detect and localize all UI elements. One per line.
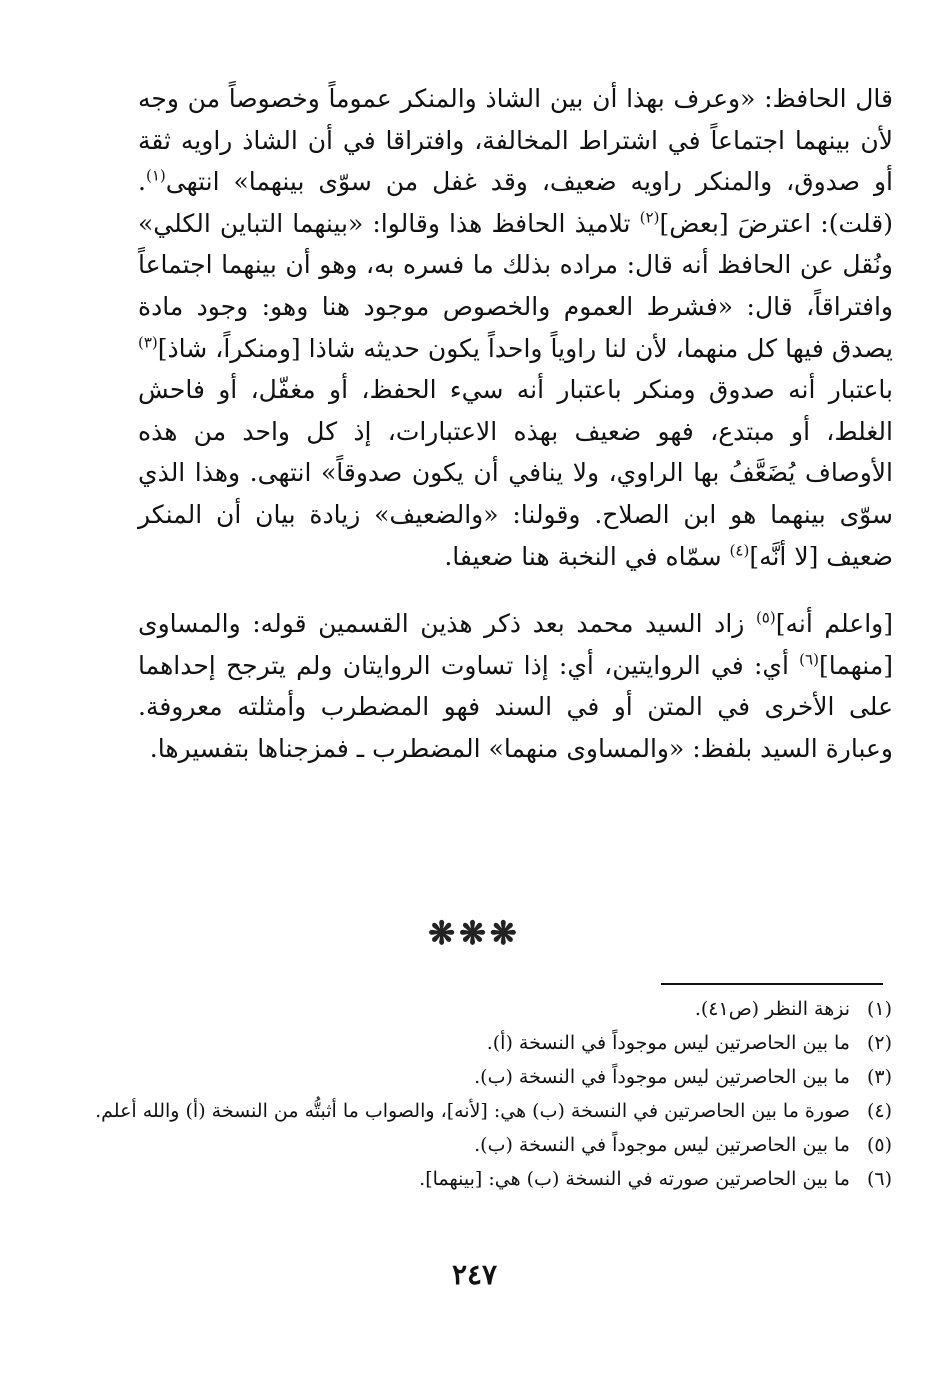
footnote-text: ما بين الحاصرتين صورته في النسخة (ب) هي: [بينهما]. — [419, 1168, 850, 1190]
text-run: باعتبار أنه صدوق ومنكر باعتبار أنه سيء الحفظ، أو مغفّل، أو فاحش الغلط، أو مبتدع، فهو ضعيف بهذه الاعتبارات، إذ كل واحد من هذه الأوصاف يُضَعَّفُ بها الراوي، ولا ينافي أن يكون صدوقاً» انتهى. وهذا الذي سوّى بينهما هو ابن الصلاح. وقولنا: «والضعيف» زيادة بيان أن المنكر ضعيف [لا أنَّه] — [138, 375, 893, 571]
paragraph-2 — [138, 603, 893, 769]
footnote-rule — [661, 983, 883, 985]
footnote-number: (١) — [866, 998, 892, 1020]
main-text — [138, 78, 893, 770]
text-run: . (قلت): اعترضَ [بعض] — [138, 167, 893, 238]
text-run: أي: في الروايتين، أي: إذا تساوت الروايتان ولم يترجح إحداهما على الأخرى في المتن أو في السند فهو المضطرب وأمثلته معروفة. وعبارة السيد بلفظ: «والمساوى منهما» المضطرب ـ فمزجناها بتفسيرها. — [138, 650, 893, 763]
text-run: سمّاه في النخبة هنا ضعيفا. — [444, 541, 730, 571]
footnote-3 — [66, 1060, 892, 1094]
footnote-6 — [66, 1162, 892, 1196]
footnotes — [66, 992, 892, 1196]
footnote-number: (٥) — [866, 1134, 892, 1156]
footnote-number: (٢) — [866, 1032, 892, 1054]
footnote-ref-1[interactable]: (١) — [145, 166, 166, 185]
footnote-4 — [66, 1094, 892, 1128]
footnote-2 — [66, 1026, 892, 1060]
page-number: ٢٤٧ — [451, 1258, 498, 1291]
footnote-ref-3[interactable]: (٣) — [138, 333, 158, 352]
footnote-text: ما بين الحاصرتين ليس موجوداً في النسخة (ب). — [474, 1066, 850, 1088]
footnote-number: (٤) — [866, 1100, 892, 1122]
footnote-ref-6[interactable]: (٦) — [799, 650, 819, 669]
footnote-number: (٦) — [866, 1168, 892, 1190]
footnote-1 — [66, 992, 892, 1026]
text-run: تلاميذ الحافظ هذا وقالوا: «بينهما التباين الكلي» ونُقل عن الحافظ أنه قال: مراده بذلك ما فسره به، وهو أن بينهما اجتماعاً وافتراقاً، قال: «فشرط العموم والخصوص موجود هنا وهو: وجود مادة يصدق فيها كل منهما، لأن لنا راوياً واحداً يكون حديثه شاذا [ومنكراً، شاذ] — [138, 208, 893, 363]
text-run: زاد السيد محمد بعد ذكر هذين القسمين قوله: والمساوى [منهما] — [138, 609, 893, 680]
footnote-ref-2[interactable]: (٢) — [639, 208, 660, 227]
text-run: [واعلم أنه] — [775, 609, 893, 639]
paragraph-1 — [138, 78, 893, 577]
footnote-text: ما بين الحاصرتين ليس موجوداً في النسخة (ب). — [474, 1134, 850, 1156]
footnote-ref-4[interactable]: (٤) — [729, 541, 750, 560]
footnote-5 — [66, 1128, 892, 1162]
footnote-text: صورة ما بين الحاصرتين في النسخة (ب) هي: [لأنه]، والصواب ما أثبتُّه من النسخة (أ) والله أعلم. — [95, 1100, 850, 1122]
footnote-text: نزهة النظر (ص٤١). — [694, 998, 850, 1020]
section-separator-stars: ❋❋❋ — [428, 914, 521, 952]
footnote-text: ما بين الحاصرتين ليس موجوداً في النسخة (أ). — [486, 1032, 850, 1054]
text-run: قال الحافظ: «وعرف بهذا أن بين الشاذ والمنكر عموماً وخصوصاً من وجه لأن بينهما اجتماعاً في اشتراط المخالفة، وافتراقا في أن الشاذ راويه ثقة أو صدوق، والمنكر راويه ضعيف، وقد غفل من سوّى بينهما» انتهى — [138, 84, 893, 197]
footnote-number: (٣) — [866, 1066, 892, 1088]
footnote-ref-5[interactable]: (٥) — [755, 608, 776, 627]
